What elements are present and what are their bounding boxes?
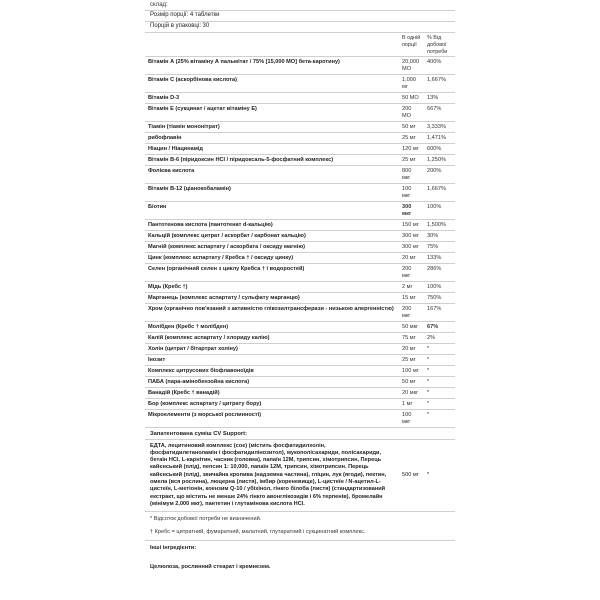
table-row: [145, 144, 455, 155]
nutrient-dv: 200%: [424, 166, 455, 184]
other-ingredients-value: Целюлоза, рослинний стеарат і кремнезем.: [150, 564, 271, 571]
nutrient-name: Цинк (комплекс аспартату / Кребса † / оксиду цинку): [145, 252, 399, 263]
nutrient-dv: *: [424, 398, 455, 409]
nutrient-name: Селен (органічний селен з циклу Кребса † і водоростей): [145, 263, 399, 281]
nutrient-name: ПАБА (пара-амінобензойна кислота): [145, 376, 399, 387]
table-row: [145, 398, 455, 409]
supplement-facts-panel: [145, 0, 455, 573]
nutrient-dv: *: [424, 343, 455, 354]
nutrient-dv: 30%: [424, 230, 455, 241]
table-header-row: [145, 33, 455, 57]
nutrient-name: Мікроелементи (з морської рослинності): [145, 409, 399, 426]
nutrient-amount: 100 мкг: [399, 409, 424, 426]
header-name: [145, 33, 399, 57]
table-row: [145, 166, 455, 184]
table-row: [145, 376, 455, 387]
nutrient-name: Вітамін В-6 (піридоксин HCl / піридоксаль-5-фосфатний комплекс): [145, 155, 399, 166]
table-row: [145, 332, 455, 343]
nutrient-name: Ніацин / Ніацинамід: [145, 144, 399, 155]
nutrient-amount: 20,000 МО: [399, 57, 424, 75]
nutrient-dv: 133%: [424, 252, 455, 263]
nutrient-dv: 1,667%: [424, 184, 455, 202]
nutrient-amount: 100 мг: [399, 365, 424, 376]
nutrient-name: Вітамін А (25% вітаміну А пальмітат / 75% [15,000 МО] бета-каротину): [145, 57, 399, 75]
nutrient-name: Марганець (комплекс аспартату / сульфату марганцю): [145, 292, 399, 303]
nutrient-dv: 2%: [424, 332, 455, 343]
nutrient-dv: 100%: [424, 281, 455, 292]
header-dv: % Від добової потреби: [424, 33, 455, 57]
serving-info: [145, 10, 455, 32]
nutrient-amount: 50 МО: [399, 93, 424, 104]
nutrient-amount: 1,000 мг: [399, 75, 424, 93]
nutrient-dv: *: [424, 387, 455, 398]
table-row: [145, 321, 455, 332]
nutrient-name: Біотин: [145, 202, 399, 220]
nutrient-amount: 20 мг: [399, 343, 424, 354]
nutrient-name: Комплекс цитрусових біофлавоноїдів: [145, 365, 399, 376]
serving-size: Розмір порції: 4 таблетки: [145, 10, 455, 21]
nutrient-amount: 75 мг: [399, 332, 424, 343]
composition-label: склад:: [150, 2, 168, 8]
nutrient-name: Вітамін С (аскорбінова кислота): [145, 75, 399, 93]
footnotes: [145, 511, 455, 540]
nutrient-dv: 600%: [424, 144, 455, 155]
table-row: [145, 202, 455, 220]
nutrient-dv: 1,667%: [424, 75, 455, 93]
table-row: [145, 57, 455, 75]
servings-per-container: Порцій в упаковці: 30: [145, 21, 455, 32]
nutrient-amount: 50 мкг: [399, 321, 424, 332]
nutrient-dv: 750%: [424, 292, 455, 303]
nutrient-amount: 25 мг: [399, 133, 424, 144]
nutrient-amount: 200 МО: [399, 104, 424, 122]
nutrient-table: [145, 32, 455, 427]
nutrient-amount: 300 мг: [399, 230, 424, 241]
nutrient-amount: 300 мкг: [399, 202, 424, 220]
nutrient-amount: 25 мг: [399, 354, 424, 365]
nutrient-dv: 400%: [424, 57, 455, 75]
nutrient-name: Хром (органічно пов'язаний з активністю глікозилтрансферази - низькою алергенністю): [145, 303, 399, 321]
nutrient-amount: 50 мг: [399, 122, 424, 133]
nutrient-name: Молібден (Кребс † молібден): [145, 321, 399, 332]
nutrient-dv: *: [424, 409, 455, 426]
nutrient-amount: 200 мкг: [399, 263, 424, 281]
nutrient-amount: 100 мкг: [399, 184, 424, 202]
nutrient-name: Холін (цитрат / бітартрат холіну): [145, 343, 399, 354]
nutrient-name: Магній (комплекс аспартату / аскорбата / оксиду магнію): [145, 241, 399, 252]
table-row: [145, 230, 455, 241]
table-row: [145, 155, 455, 166]
nutrient-name: Тіамін (тіамін мононітрат): [145, 122, 399, 133]
nutrient-name: Пантотенова кислота (пантотенат d-кальцію): [145, 219, 399, 230]
nutrient-name: Вітамін В-12 (ціанокобаламін): [145, 184, 399, 202]
nutrient-dv: 286%: [424, 263, 455, 281]
table-row: [145, 387, 455, 398]
nutrient-name: Мідь (Кребс †): [145, 281, 399, 292]
nutrient-amount: 25 мг: [399, 155, 424, 166]
nutrient-dv: *: [424, 354, 455, 365]
nutrient-dv: 75%: [424, 241, 455, 252]
blend-ingredients: ЕДТА, лецитиновий комплекс (сое) (містить фосфатидилхолін, фосфатидилетаноламін і фосфатидилінозитол), мукополісахариди, полісахариди, бетаїн HCl, L-карнітин, часник (головка), папаїн 12М, трипсин, хімотрипсин, Перець кайєнський (плід), пепсин 1: 10,000, папаїн 12М, трипсин, хімотрипсин. Перець кайєнський (плід), звичайна кропива (надземна частина), гліцин, лук (ягоди), пектин, омела (вся рослина), люцерна (листя), імбир (кореневище), L-цистеїн / N-ацетил-L-цистеїн, L-метіонін, коензим Q-10 / убіхінол, гінкго білоба (листя) (стандартизований екстракт, що містить не менше 24% гінкго авонглікозидів і 6% терпенів), бромелайн (мінімум 2,000 мкг), пантетин і глутамінова кислота HCl.: [150, 442, 387, 507]
nutrient-dv: 13%: [424, 93, 455, 104]
nutrient-amount: 1 мг: [399, 398, 424, 409]
blend-title: Запатентована суміш CV Support:: [145, 427, 455, 439]
nutrient-dv: 100%: [424, 202, 455, 220]
nutrient-name: Калій (комплекс аспартату / хлориду калію): [145, 332, 399, 343]
footnote-dv: * Відсоток добової потреби не визначений.: [150, 516, 262, 523]
nutrient-dv: 1,500%: [424, 219, 455, 230]
nutrient-amount: 120 мг: [399, 144, 424, 155]
nutrient-name: Фолієва кислота: [145, 166, 399, 184]
nutrient-amount: 800 мкг: [399, 166, 424, 184]
nutrient-amount: 50 мг: [399, 376, 424, 387]
table-row: [145, 93, 455, 104]
table-row: [145, 365, 455, 376]
nutrient-dv: 1,471%: [424, 133, 455, 144]
nutrient-dv: 167%: [424, 303, 455, 321]
nutrient-name: Ванадій (Кребс † ванадій): [145, 387, 399, 398]
nutrient-amount: 15 мг: [399, 292, 424, 303]
nutrient-amount: 300 мг: [399, 241, 424, 252]
header-amount: В одній порції: [399, 33, 424, 57]
blend-amount: 500 мг: [402, 471, 419, 478]
nutrient-name: Вітамін Е (сукцинат / ацетат вітаміну Е): [145, 104, 399, 122]
nutrient-amount: 200 мкг: [399, 303, 424, 321]
nutrient-dv: 67%: [424, 321, 455, 332]
table-row: [145, 343, 455, 354]
other-ingredients-label: Інші інгредієнти:: [145, 540, 455, 554]
table-row: [145, 133, 455, 144]
nutrient-name: Вітамін D-3: [145, 93, 399, 104]
nutrient-amount: 150 мг: [399, 219, 424, 230]
table-row: [145, 104, 455, 122]
table-row: [145, 75, 455, 93]
nutrient-name: Бор (комплекс аспартату / цитрату бору): [145, 398, 399, 409]
nutrient-dv: *: [424, 365, 455, 376]
nutrient-name: Кальцій (комплекс цитрат / аскорбат / карбонат кальцію): [145, 230, 399, 241]
table-row: [145, 184, 455, 202]
table-row: [145, 252, 455, 263]
table-row: [145, 354, 455, 365]
nutrient-dv: 667%: [424, 104, 455, 122]
blend-row: [145, 439, 455, 511]
nutrient-amount: 20 мг: [399, 252, 424, 263]
nutrient-name: Інозит: [145, 354, 399, 365]
nutrient-dv: 1,250%: [424, 155, 455, 166]
footnote-krebs: † Кребс = цитратний, фумаратний, малатний, глутаратний і сукцинатний комплекс.: [150, 529, 366, 536]
table-row: [145, 409, 455, 426]
blend-dv: *: [427, 471, 430, 478]
table-row: [145, 122, 455, 133]
nutrient-dv: *: [424, 376, 455, 387]
table-row: [145, 281, 455, 292]
table-row: [145, 303, 455, 321]
nutrient-dv: 3,333%: [424, 122, 455, 133]
table-row: [145, 241, 455, 252]
table-row: [145, 219, 455, 230]
table-row: [145, 292, 455, 303]
nutrient-amount: 20 мкг: [399, 387, 424, 398]
nutrient-name: рибофлавін: [145, 133, 399, 144]
table-row: [145, 263, 455, 281]
nutrient-amount: 2 мг: [399, 281, 424, 292]
